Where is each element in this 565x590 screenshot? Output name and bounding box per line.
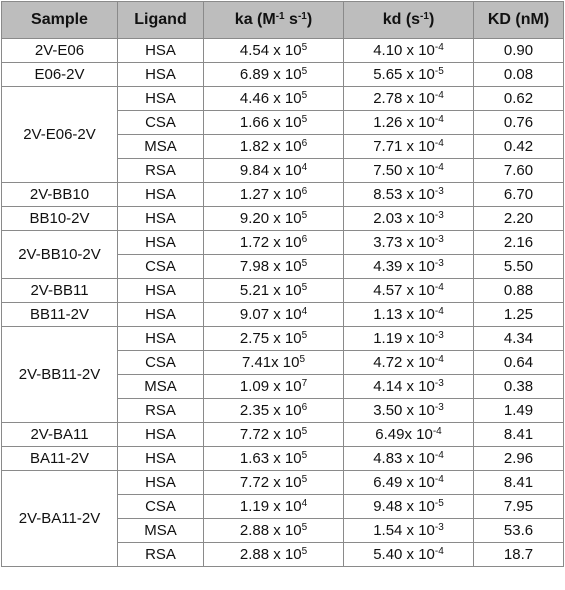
KD-cell: 4.34 [474,327,564,351]
ka-mantissa: 7.41x 10 [241,354,300,371]
KD-cell: 0.88 [474,279,564,303]
ka-mantissa: 1.66 x 10 [239,114,302,131]
kd-exponent: -4 [434,282,444,293]
ligand-cell: HSA [118,183,204,207]
ka-exponent: 5 [301,90,308,101]
ka-cell [204,135,344,159]
ka-exponent: 6 [301,138,308,149]
table-row [2,303,564,327]
kd-cell [344,39,474,63]
ka-mantissa: 6.89 x 10 [239,66,302,83]
header-KD: KD (nM) [474,2,564,39]
table-row [2,87,564,111]
kd-exponent: -5 [434,66,444,77]
kd-exponent: -4 [434,474,444,485]
ka-cell [204,255,344,279]
ka-cell [204,303,344,327]
kd-mantissa: 8.53 x 10 [373,186,435,203]
sample-cell: 2V-E06 [2,39,118,63]
kd-cell [344,231,474,255]
KD-cell: 8.41 [474,471,564,495]
ligand-cell: RSA [118,543,204,567]
kd-exponent: -3 [434,402,444,413]
table-header [2,2,564,39]
ka-cell [204,63,344,87]
ligand-cell: MSA [118,135,204,159]
kd-cell [344,543,474,567]
table-row [2,423,564,447]
kd-mantissa: 1.13 x 10 [373,306,435,323]
ligand-cell: RSA [118,399,204,423]
ka-exponent: 5 [301,330,308,341]
kd-exponent: -4 [434,306,444,317]
KD-cell: 1.49 [474,399,564,423]
ka-exponent: 6 [301,186,308,197]
ka-exponent: 4 [301,306,308,317]
ka-exponent: 5 [301,546,308,557]
ka-mantissa: 4.46 x 10 [239,90,302,107]
kd-mantissa: 7.71 x 10 [373,138,435,155]
ka-cell [204,423,344,447]
ka-exponent: 5 [301,426,308,437]
ka-exponent: 5 [301,210,308,221]
ka-exponent: 4 [301,162,308,173]
kd-cell [344,471,474,495]
sample-cell: 2V-BB10-2V [2,231,118,279]
ka-mantissa: 4.54 x 10 [239,42,302,59]
kd-exponent: -3 [434,258,444,269]
KD-cell: 7.95 [474,495,564,519]
header-kd-end: ) [428,11,435,28]
kd-cell [344,399,474,423]
ka-exponent: 6 [301,402,308,413]
ka-mantissa: 7.98 x 10 [239,258,302,275]
ka-exponent: 5 [301,474,308,485]
kd-mantissa: 3.73 x 10 [373,234,435,251]
kd-mantissa: 6.49 x 10 [373,474,435,491]
table-row [2,279,564,303]
ka-mantissa: 1.27 x 10 [239,186,302,203]
kd-mantissa: 3.50 x 10 [373,402,435,419]
kd-exponent: -4 [432,426,442,437]
kd-cell [344,279,474,303]
sample-cell: 2V-BB11-2V [2,327,118,423]
ka-cell [204,471,344,495]
header-ka-mid: s [284,11,298,28]
ka-cell [204,279,344,303]
kd-exponent: -4 [434,138,444,149]
ka-cell [204,39,344,63]
header-ka-end: ) [306,11,313,28]
ka-mantissa: 9.84 x 10 [239,162,302,179]
ka-mantissa: 2.88 x 10 [239,546,302,563]
KD-cell: 0.62 [474,87,564,111]
table-row [2,207,564,231]
ka-exponent: 5 [301,42,308,53]
ligand-cell: MSA [118,375,204,399]
ligand-cell: HSA [118,471,204,495]
ka-cell [204,159,344,183]
ligand-cell: HSA [118,423,204,447]
ka-cell [204,519,344,543]
kd-mantissa: 1.54 x 10 [373,522,435,539]
kd-mantissa: 1.19 x 10 [373,330,435,347]
ka-mantissa: 9.07 x 10 [239,306,302,323]
ligand-cell: HSA [118,279,204,303]
header-kd-base: kd (s [382,11,421,28]
kd-exponent: -3 [434,186,444,197]
ligand-cell: HSA [118,39,204,63]
sample-cell: 2V-BB10 [2,183,118,207]
ka-cell [204,543,344,567]
ligand-cell: HSA [118,87,204,111]
ka-cell [204,447,344,471]
KD-cell: 0.90 [474,39,564,63]
kd-mantissa: 4.83 x 10 [373,450,435,467]
ka-cell [204,111,344,135]
kd-mantissa: 4.39 x 10 [373,258,435,275]
ligand-cell: HSA [118,303,204,327]
header-kd [344,2,474,39]
kd-exponent: -3 [434,210,444,221]
table-row [2,39,564,63]
KD-cell: 2.96 [474,447,564,471]
ka-cell [204,231,344,255]
kd-exponent: -4 [434,354,444,365]
sample-cell: 2V-BB11 [2,279,118,303]
kd-cell [344,351,474,375]
ligand-cell: CSA [118,255,204,279]
binding-kinetics-table [1,1,564,567]
ligand-cell: HSA [118,63,204,87]
table-row [2,471,564,495]
ligand-cell: HSA [118,327,204,351]
kd-cell [344,111,474,135]
ligand-cell: CSA [118,111,204,135]
header-ka-sup1: -1 [275,11,285,22]
KD-cell: 0.08 [474,63,564,87]
ka-cell [204,87,344,111]
KD-cell: 6.70 [474,183,564,207]
ligand-cell: HSA [118,447,204,471]
ka-exponent: 5 [301,450,308,461]
ligand-cell: HSA [118,231,204,255]
kd-exponent: -4 [434,42,444,53]
header-sample: Sample [2,2,118,39]
kd-mantissa: 4.14 x 10 [373,378,435,395]
kd-mantissa: 9.48 x 10 [373,498,435,515]
kd-mantissa: 1.26 x 10 [373,114,435,131]
kd-cell [344,183,474,207]
table-row [2,447,564,471]
kd-cell [344,63,474,87]
ka-cell [204,399,344,423]
kd-exponent: -4 [434,114,444,125]
KD-cell: 8.41 [474,423,564,447]
header-ka-base: ka (M [234,11,276,28]
sample-cell: BB10-2V [2,207,118,231]
ka-exponent: 5 [301,114,308,125]
kd-exponent: -3 [434,330,444,341]
KD-cell: 0.38 [474,375,564,399]
ka-exponent: 5 [301,522,308,533]
table-body [2,39,564,567]
ka-cell [204,351,344,375]
KD-cell: 2.16 [474,231,564,255]
ka-mantissa: 5.21 x 10 [239,282,302,299]
KD-cell: 53.6 [474,519,564,543]
ka-exponent: 6 [301,234,308,245]
ka-cell [204,375,344,399]
kd-cell [344,135,474,159]
kd-exponent: -4 [434,162,444,173]
kd-mantissa: 2.78 x 10 [373,90,435,107]
kd-cell [344,423,474,447]
ka-cell [204,495,344,519]
kd-mantissa: 4.10 x 10 [373,42,435,59]
KD-cell: 1.25 [474,303,564,327]
kd-exponent: -3 [434,522,444,533]
KD-cell: 0.76 [474,111,564,135]
ligand-cell: RSA [118,159,204,183]
ka-mantissa: 2.35 x 10 [239,402,302,419]
ligand-cell: CSA [118,351,204,375]
sample-cell: 2V-E06-2V [2,87,118,183]
header-row [2,2,564,39]
kd-mantissa: 4.57 x 10 [373,282,435,299]
ka-mantissa: 7.72 x 10 [239,426,302,443]
kd-mantissa: 5.65 x 10 [373,66,435,83]
kd-cell [344,255,474,279]
ka-exponent: 5 [299,354,306,365]
kd-cell [344,303,474,327]
kd-exponent: -3 [434,234,444,245]
ka-mantissa: 7.72 x 10 [239,474,302,491]
kd-exponent: -5 [434,498,444,509]
KD-cell: 0.42 [474,135,564,159]
ka-cell [204,207,344,231]
kd-exponent: -3 [434,378,444,389]
ka-exponent: 5 [301,66,308,77]
kd-mantissa: 4.72 x 10 [373,354,435,371]
ka-mantissa: 9.20 x 10 [239,210,302,227]
ka-mantissa: 1.09 x 10 [239,378,302,395]
kd-exponent: -4 [434,546,444,557]
kd-exponent: -4 [434,450,444,461]
kd-mantissa: 5.40 x 10 [373,546,435,563]
sample-cell: E06-2V [2,63,118,87]
header-kd-sup: -1 [420,11,429,22]
ka-mantissa: 1.19 x 10 [239,498,302,515]
kd-cell [344,447,474,471]
ka-mantissa: 1.72 x 10 [239,234,302,251]
kd-mantissa: 7.50 x 10 [373,162,435,179]
ligand-cell: HSA [118,207,204,231]
kd-mantissa: 2.03 x 10 [373,210,435,227]
header-ka-sup2: -1 [297,11,307,22]
KD-cell: 5.50 [474,255,564,279]
sample-cell: 2V-BA11 [2,423,118,447]
table-row [2,63,564,87]
ka-exponent: 5 [301,282,308,293]
table-row [2,231,564,255]
kd-cell [344,87,474,111]
ka-exponent: 5 [301,258,308,269]
sample-cell: BA11-2V [2,447,118,471]
ka-mantissa: 1.82 x 10 [239,138,302,155]
kd-cell [344,375,474,399]
kd-cell [344,159,474,183]
kd-exponent: -4 [434,90,444,101]
kd-cell [344,327,474,351]
ligand-cell: MSA [118,519,204,543]
kd-cell [344,495,474,519]
ka-mantissa: 2.88 x 10 [239,522,302,539]
sample-cell: 2V-BA11-2V [2,471,118,567]
ka-mantissa: 2.75 x 10 [239,330,302,347]
ka-exponent: 7 [301,378,308,389]
KD-cell: 0.64 [474,351,564,375]
ka-exponent: 4 [301,498,308,509]
kd-cell [344,519,474,543]
table-row [2,327,564,351]
KD-cell: 2.20 [474,207,564,231]
table-row [2,183,564,207]
sample-cell: BB11-2V [2,303,118,327]
ka-cell [204,327,344,351]
ka-cell [204,183,344,207]
header-ka [204,2,344,39]
kd-cell [344,207,474,231]
KD-cell: 18.7 [474,543,564,567]
ka-mantissa: 1.63 x 10 [239,450,302,467]
header-ligand: Ligand [118,2,204,39]
kd-mantissa: 6.49x 10 [375,426,433,443]
KD-cell: 7.60 [474,159,564,183]
ligand-cell: CSA [118,495,204,519]
